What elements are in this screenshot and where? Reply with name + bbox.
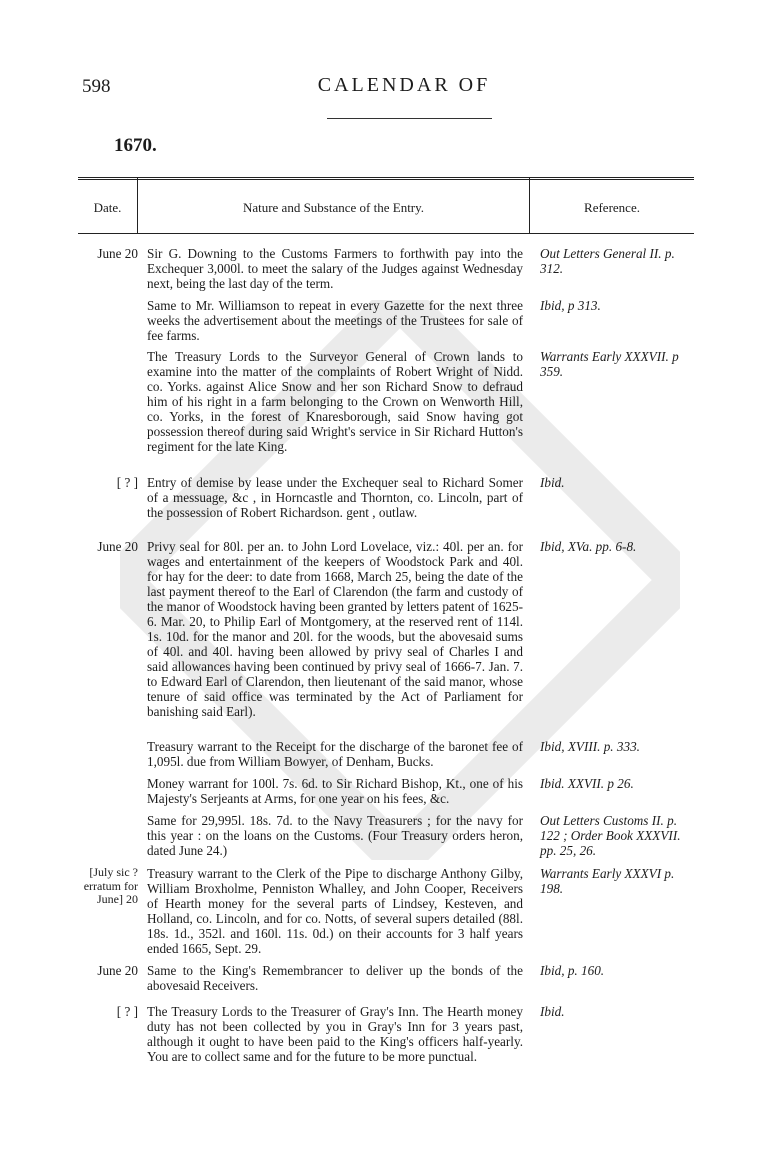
entry-text: Money warrant for 100l. 7s. 6d. to Sir Richard Bishop, Kt., one of his Majesty's Serjeants at Arms, for one year on his fees, &c. — [147, 776, 523, 806]
entry-date: June 20 — [97, 963, 138, 978]
entry-reference: Ibid, XVIII. p. 333. — [540, 739, 640, 754]
entry-text: Sir G. Downing to the Customs Farmers to forthwith pay into the Exchequer 3,000l. to meet the salary of the Judges against Wednesday next, being the last day of the term. — [147, 246, 523, 291]
column-header-reference: Reference. — [584, 200, 640, 215]
entry-text: Entry of demise by lease under the Exchequer seal to Richard Somer of a messuage, &c , in Horncastle and Thornton, co. Lincoln, part of the possession of Robert Richardson. gent , outlaw. — [147, 475, 523, 520]
table-header-bottom-rule — [78, 233, 694, 234]
entry-text: Same to the King's Remembrancer to deliver up the bonds of the abovesaid Receivers. — [147, 963, 523, 993]
running-head: CALENDAR OF — [317, 74, 491, 96]
year-heading: 1670. — [114, 135, 157, 156]
entry-text: Privy seal for 80l. per an. to John Lord Lovelace, viz.: 40l. per an. for wages and entertainment of the keepers of Woodstock Park and 40l. for hay for the deer: to date from 1668, March 25, being the date of the last payment thereof to the Earl of Clarendon (the farm and custody of the manor of Woodstock having been granted by letters patent of 1625-6. Mar. 20, to Philip Earl of Montgomery, at the reserved rent of 114l. 1s. 10d. for the manor and 20l. for the woods, but the abovesaid sums of 40l. and 40l. having been allowed by privy seal of Charles I and said allowances having been continued by privy seal of 1666-7. Jan. 7. to Edward Earl of Clarendon, then lieutenant of the said manor, whose tenure of said office was terminated by the Act of Parliament for banishing said Earl). — [147, 539, 523, 719]
entry-date: [ ? ] — [116, 475, 138, 490]
entry-reference: Out Letters Customs II. p. 122 ; Order Book XXXVII. pp. 25, 26. — [540, 813, 681, 858]
entry-date: June 20 — [97, 246, 138, 261]
entry-reference: Ibid. — [540, 475, 565, 490]
entry-text: Same for 29,995l. 18s. 7d. to the Navy Treasurers ; for the navy for this year : on the loans on the Customs. (Four Treasury orders heron, dated June 24.) — [147, 813, 523, 858]
page-number: 598 — [82, 76, 111, 97]
entry-reference: Ibid, p. 160. — [540, 963, 605, 978]
entry-reference: Ibid. XXVII. p 26. — [540, 776, 634, 791]
entry-reference: Warrants Early XXXVII. p 359. — [540, 349, 679, 379]
table-top-rule-double — [78, 179, 694, 180]
entry-reference: Out Letters General II. p. 312. — [540, 246, 675, 276]
entry-date: [July sic ? erratum for June] 20 — [83, 865, 138, 906]
column-header-nature: Nature and Substance of the Entry. — [242, 200, 425, 215]
entry-text: Treasury warrant to the Clerk of the Pipe to discharge Anthony Gilby, William Broxholme, Penniston Whalley, and John Cooper, Receivers of Hearth money for the several parts of Lindsey, Kesteven, and Holland, co. Lincoln, and for co. Notts, of several supers detailed (88l. 18s. 1d., 352l. and 160l. 11s. 0d.) on their accounts for 3 half years ended 1665, Sept. 29. — [147, 866, 523, 956]
entry-reference: Ibid. — [540, 1004, 565, 1019]
column-header-date: Date. — [93, 200, 122, 215]
running-head-rule — [327, 118, 492, 119]
entry-date: [ ? ] — [116, 1004, 138, 1019]
table-top-rule — [78, 177, 694, 178]
entry-reference: Ibid, XVa. pp. 6-8. — [540, 539, 637, 554]
entry-reference: Ibid, p 313. — [540, 298, 601, 313]
entry-date: June 20 — [97, 539, 138, 554]
entry-text: The Treasury Lords to the Treasurer of Gray's Inn. The Hearth money duty has not been collected by you in Gray's Inn for 3 years past, although it ought to have been paid to the King's officers half-yearly. You are to collect same and for the future to be more punctual. — [147, 1004, 523, 1064]
entry-text: Same to Mr. Williamson to repeat in every Gazette for the next three weeks the advertisement about the meetings of the Trustees for sale of fee farms. — [147, 298, 523, 343]
entry-text: The Treasury Lords to the Surveyor General of Crown lands to examine into the matter of the complaints of Robert Wright of Nidd. co. Yorks. against Alice Snow and her son Richard Snow to defraud him of his right in a farm belonging to the Crown on Wenworth Hill, co. Yorks, in the forest of Knaresborough, said Snow having got possession thereof during said Wright's service in Sir Richard Hutton's regiment for the late King. — [147, 349, 523, 454]
entry-text: Treasury warrant to the Receipt for the discharge of the baronet fee of 1,095l. due from William Bowyer, of Denham, Bucks. — [147, 739, 523, 769]
entry-reference: Warrants Early XXXVI p. 198. — [540, 866, 675, 896]
